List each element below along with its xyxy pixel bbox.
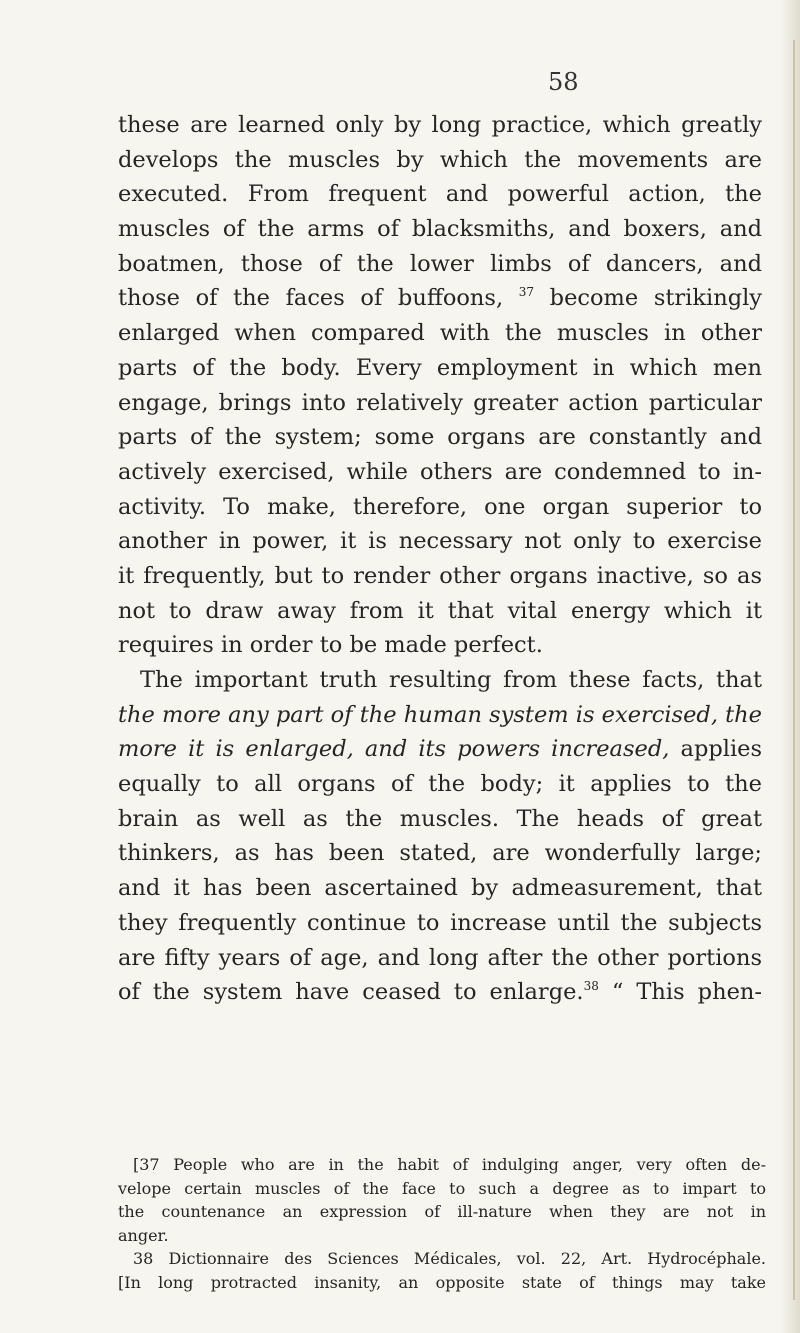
text-line: these are learned only by long practice, which greatly — [118, 112, 762, 138]
italic-text: the more any part of the human system is exercised, the — [118, 701, 762, 728]
text-line: boatmen, those of the lower limbs of dancers, and — [118, 250, 762, 277]
text-line-with-ref — [118, 281, 762, 316]
text-line: develops the muscles by which the movements are — [118, 146, 762, 173]
text-line: enlarged when compared with the muscles in other — [118, 320, 762, 347]
footnote-38: 38 Dictionnaire des Sciences Médicales, vol. 22, Art. Hydrocéphale. — [133, 1249, 766, 1268]
text-line: actively exercised, while others are condemned to in- — [118, 458, 762, 485]
text-line-with-ref — [118, 975, 762, 1010]
text-segment: “ This phen- — [611, 979, 762, 1006]
text-line: thinkers, as has been stated, are wonderfully large; — [118, 840, 762, 867]
footnote-37-line: [37 People who are in the habit of indulging anger, very often de- — [133, 1155, 766, 1174]
page-edge-shadow — [780, 0, 800, 1333]
text-line: muscles of the arms of blacksmiths, and boxers, and — [118, 216, 762, 243]
text-line: they frequently continue to increase until the subjects — [118, 909, 762, 936]
text-line: are fifty years of age, and long after the other portions — [118, 944, 762, 971]
footnote-37-line: anger. — [118, 1225, 169, 1245]
text-segment: of the system have ceased to enlarge. — [118, 979, 584, 1006]
text-line: it frequently, but to render other organs inactive, so as — [118, 562, 762, 589]
text-line: equally to all organs of the body; it applies to the — [118, 771, 762, 798]
footnote-ref-37: 37 — [518, 285, 535, 300]
text-segment: applies — [680, 736, 763, 763]
paragraph2-first-line: The important truth resulting from these facts, that — [140, 667, 762, 693]
text-line: parts of the body. Every employment in which men — [118, 354, 762, 381]
mixed-line — [118, 732, 762, 767]
body-text — [118, 108, 762, 1010]
italic-text: more it is enlarged, and its powers increased, — [118, 736, 670, 763]
page-edge-line — [793, 40, 795, 1300]
italic-line — [118, 698, 762, 733]
page-number: 58 — [548, 68, 579, 96]
footnote-insanity: [In long protracted insanity, an opposite state of things may take — [118, 1272, 766, 1292]
text-line: another in power, it is necessary not only to exercise — [118, 528, 762, 555]
footnote-ref-38: 38 — [583, 979, 599, 994]
text-line: activity. To make, therefore, one organ superior to — [118, 493, 762, 520]
text-segment: become strikingly — [549, 285, 762, 312]
footnotes — [118, 1153, 766, 1294]
footnote-37-line: velope certain muscles of the face to such a degree as to impart to — [118, 1178, 766, 1198]
text-line: requires in order to be made perfect. — [118, 632, 543, 659]
footnote-37-line: the countenance an expression of ill-nature when they are not in — [118, 1202, 766, 1221]
text-line: executed. From frequent and powerful action, the — [118, 181, 762, 208]
text-line: engage, brings into relatively greater action particular — [118, 389, 762, 416]
text-line: not to draw away from it that vital energy which it — [118, 597, 762, 624]
text-line: and it has been ascertained by admeasurement, that — [118, 875, 762, 902]
text-line: brain as well as the muscles. The heads of great — [118, 805, 762, 832]
text-line: parts of the system; some organs are constantly and — [118, 424, 762, 451]
text-segment: those of the faces of buffoons, — [118, 285, 504, 312]
